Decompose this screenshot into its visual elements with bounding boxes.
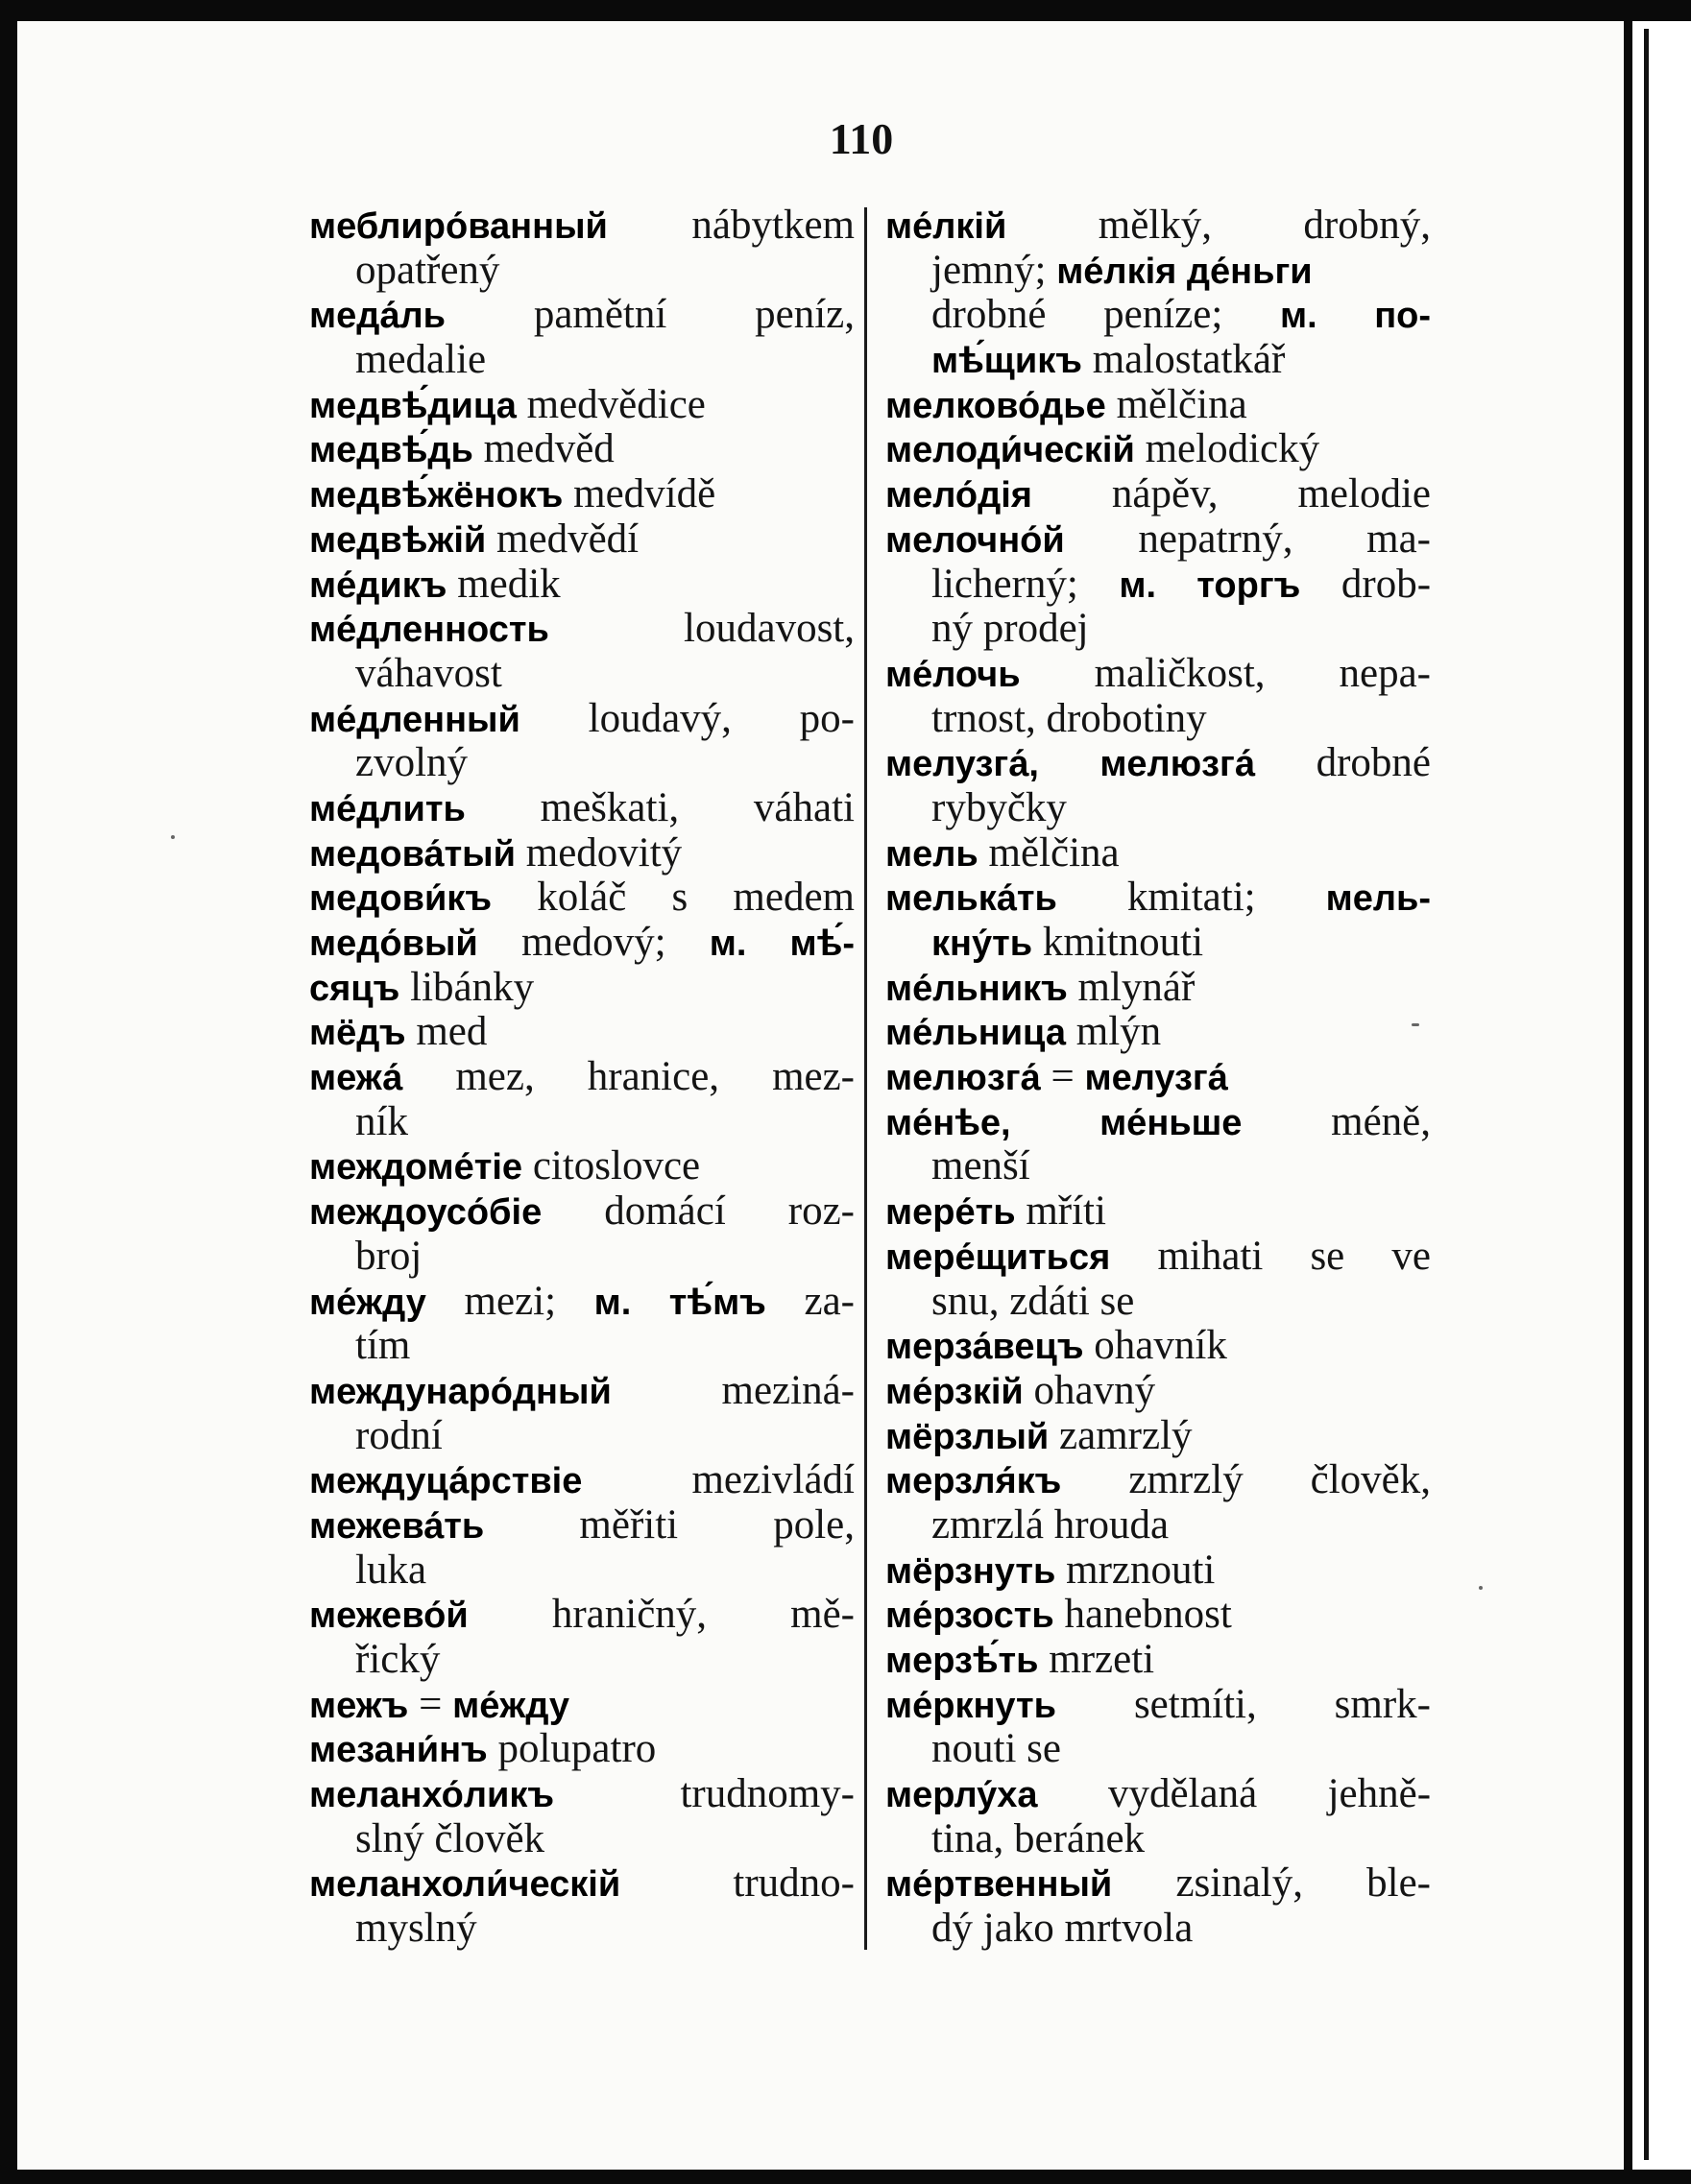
entry-line	[309, 1144, 855, 1189]
entry-continuation-line	[309, 249, 855, 294]
page-edge-shadow	[1644, 29, 1649, 2160]
translation: mihati se ve	[1157, 1234, 1431, 1279]
entry-line	[885, 831, 1431, 876]
entry-line	[309, 563, 855, 608]
entry-line	[309, 697, 855, 742]
entry-continuation-line	[309, 1235, 855, 1280]
translation: mříti	[1026, 1189, 1106, 1235]
translation: tím	[355, 1324, 411, 1369]
entry-line	[309, 293, 855, 338]
translation: loudavost,	[684, 607, 855, 652]
headword: ме́рзкій	[885, 1371, 1024, 1412]
entry-continuation-line	[309, 1100, 855, 1145]
translation: kmitati;	[1126, 876, 1256, 921]
translation: setmíti, smrk-	[1133, 1682, 1431, 1727]
entry-line	[885, 1861, 1431, 1907]
translation: maličkost, nepa-	[1094, 651, 1431, 696]
translation: měřiti pole,	[579, 1502, 855, 1548]
entry-line	[309, 1369, 855, 1414]
entry-line	[309, 786, 855, 831]
translation: rybyčky	[931, 785, 1067, 830]
entry-continuation-line	[309, 741, 855, 786]
headword: мелково́дье	[885, 385, 1106, 426]
translation: trnost, drobotiny	[931, 696, 1207, 741]
headword: медо́вый	[309, 924, 478, 964]
entry-line	[309, 1861, 855, 1907]
headword: м. торгъ	[1119, 564, 1301, 606]
translation: kmitnouti	[1042, 921, 1204, 965]
headword: м. мѣ́-	[709, 924, 855, 964]
entry-continuation-line	[309, 338, 855, 383]
translation: mezi;	[464, 1279, 557, 1324]
entry-line	[309, 1593, 855, 1638]
translation: opatřený	[355, 248, 500, 293]
translation: polupatro	[497, 1727, 657, 1772]
translation: drobné	[1316, 741, 1431, 786]
entry-line	[885, 383, 1431, 428]
translation: luka	[355, 1548, 427, 1593]
translation: vydělaná jehně-	[1107, 1772, 1431, 1817]
entry-continuation-line	[885, 921, 1431, 966]
headword: ме́жду	[452, 1685, 570, 1726]
entry-line	[885, 1683, 1431, 1728]
headword: ме́дикъ	[309, 564, 447, 606]
translation: trudnomy-	[680, 1772, 855, 1817]
headword: мѣ́щикъ	[931, 341, 1082, 382]
entry-continuation-line	[309, 1324, 855, 1369]
entry-line	[309, 1010, 855, 1055]
entry-line	[309, 1458, 855, 1503]
headword: мелька́ть	[885, 878, 1057, 920]
entry-line	[885, 1100, 1431, 1145]
entry-continuation-line	[885, 607, 1431, 652]
translation: mělčina	[988, 830, 1120, 876]
translation: malostatkář	[1092, 338, 1286, 383]
translation: medvěd	[483, 427, 615, 472]
headword: ме́льникъ	[885, 968, 1068, 1009]
translation: meškati, váhati	[540, 785, 855, 830]
translation: nápěv, melodie	[1111, 472, 1431, 517]
entry-line	[309, 204, 855, 249]
translation: meziná-	[721, 1368, 855, 1413]
translation: medovitý	[525, 830, 683, 876]
headword: ме́рзость	[885, 1596, 1054, 1637]
headword: мелузга́, мелюзга́	[885, 744, 1256, 785]
headword: ме́льница	[885, 1013, 1067, 1054]
entry-line	[309, 607, 855, 652]
entry-line	[309, 517, 855, 563]
translation: drobné peníze;	[931, 293, 1223, 338]
entry-line	[309, 831, 855, 876]
headword: ме́нѣе, ме́ньше	[885, 1102, 1243, 1143]
headword: междоусо́біе	[309, 1192, 543, 1234]
headword: мель-	[1325, 878, 1431, 920]
entry-continuation-line	[885, 1144, 1431, 1189]
headword: межъ	[309, 1685, 409, 1726]
entry-continuation-line	[885, 1817, 1431, 1862]
translation: mělčina	[1116, 382, 1247, 427]
right-column	[885, 204, 1431, 1952]
headword: мёдъ	[309, 1013, 406, 1054]
entry-line	[309, 1055, 855, 1100]
headword: межева́ть	[309, 1505, 485, 1547]
print-speck	[1479, 1586, 1483, 1590]
headword: мелюзга́	[885, 1058, 1041, 1099]
headword: кну́ть	[931, 924, 1033, 964]
entry-continuation-line	[885, 1727, 1431, 1772]
headword: ме́ркнуть	[885, 1685, 1056, 1726]
headword: меланхо́ликъ	[309, 1775, 555, 1816]
translation: libánky	[410, 965, 535, 1010]
entry-line	[309, 966, 855, 1011]
translation: koláč s medem	[537, 876, 855, 921]
headword: межево́й	[309, 1596, 469, 1637]
entry-line	[309, 1503, 855, 1548]
translation: medik	[457, 562, 561, 607]
translation: ník	[355, 1099, 408, 1144]
headword: междоме́тіе	[309, 1147, 523, 1188]
entry-line	[309, 1683, 855, 1728]
headword: мерлу́ха	[885, 1775, 1038, 1816]
entry-line	[885, 1324, 1431, 1369]
headword: мелоди́ческій	[885, 430, 1135, 471]
entry-line	[885, 652, 1431, 697]
entry-line	[309, 427, 855, 472]
entry-continuation-line	[309, 1638, 855, 1683]
entry-line	[885, 517, 1431, 563]
headword: ме́длить	[309, 788, 466, 829]
entry-line	[885, 204, 1431, 249]
headword: мёрзнуть	[885, 1550, 1056, 1592]
translation: =	[1051, 1055, 1075, 1100]
headword: мерзля́къ	[885, 1461, 1062, 1502]
entry-line	[885, 1548, 1431, 1594]
entry-continuation-line	[885, 1907, 1431, 1952]
headword: мере́щиться	[885, 1236, 1111, 1278]
entry-line	[885, 1235, 1431, 1280]
translation: za-	[804, 1279, 855, 1324]
entry-line	[885, 1189, 1431, 1235]
entry-continuation-line	[309, 1548, 855, 1594]
translation: medvídě	[573, 472, 716, 517]
translation: mrzeti	[1049, 1638, 1155, 1682]
entry-continuation-line	[885, 249, 1431, 294]
translation: jemný;	[931, 248, 1047, 293]
headword: меланхоли́ческій	[309, 1864, 621, 1906]
headword: мель	[885, 833, 978, 875]
entry-continuation-line	[309, 652, 855, 697]
translation: zmrzlá hrouda	[931, 1502, 1170, 1548]
print-speck	[1412, 1023, 1419, 1026]
translation: méně,	[1331, 1099, 1431, 1144]
translation: ný prodej	[931, 607, 1089, 652]
headword: межа́	[309, 1058, 403, 1099]
headword: ме́лкія де́ньги	[1056, 251, 1313, 292]
translation: myslný	[355, 1907, 477, 1952]
translation: mezivládí	[691, 1458, 855, 1503]
entry-line	[885, 1458, 1431, 1503]
entry-continuation-line	[885, 1280, 1431, 1325]
translation: mrznouti	[1066, 1548, 1216, 1593]
headword: медвѣжій	[309, 519, 487, 561]
translation: snu, zdáti se	[931, 1279, 1135, 1324]
entry-line	[885, 1010, 1431, 1055]
headword: м. тѣ́мъ	[593, 1282, 766, 1323]
translation: váhavost	[355, 651, 502, 696]
entry-continuation-line	[885, 697, 1431, 742]
headword: междунаро́дный	[309, 1371, 612, 1412]
headword: ме́дленность	[309, 610, 549, 651]
translation: ohavný	[1033, 1368, 1156, 1413]
headword: мезани́нъ	[309, 1730, 488, 1771]
translation: nepatrný, ma-	[1138, 516, 1431, 562]
translation: licherný;	[931, 562, 1078, 607]
translation: med	[416, 1010, 488, 1055]
headword: медова́тый	[309, 833, 516, 875]
left-column	[309, 204, 855, 1952]
translation: pamětní peníz,	[533, 293, 855, 338]
entry-continuation-line	[885, 786, 1431, 831]
translation: nábytkem	[691, 204, 855, 248]
headword: медвѣ́дица	[309, 385, 517, 426]
headword: мело́дія	[885, 475, 1032, 516]
translation: řický	[355, 1638, 441, 1682]
headword: мелочно́й	[885, 519, 1065, 561]
translation: loudavý, po-	[588, 696, 855, 741]
column-divider	[864, 207, 867, 1950]
headword: меда́ль	[309, 296, 446, 337]
translation: medvědice	[526, 382, 706, 427]
headword: медвѣ́дь	[309, 430, 473, 471]
headword: мёрзлый	[885, 1416, 1050, 1457]
headword: ме́дленный	[309, 699, 520, 740]
translation: medový;	[521, 921, 666, 965]
headword: меблиро́ванный	[309, 206, 608, 247]
translation: zmrzlý člověk,	[1128, 1458, 1431, 1503]
entry-line	[309, 1280, 855, 1325]
entry-continuation-line	[309, 1907, 855, 1952]
page-number: 110	[829, 114, 894, 163]
headword: ме́лочь	[885, 654, 1021, 695]
entry-line	[309, 472, 855, 517]
entry-line	[309, 1727, 855, 1772]
headword: ме́жду	[309, 1282, 426, 1323]
entry-line	[885, 966, 1431, 1011]
translation: nouti se	[931, 1727, 1061, 1772]
translation: medvědí	[496, 516, 640, 562]
headword: мере́ть	[885, 1192, 1016, 1234]
entry-line	[309, 921, 855, 966]
entry-continuation-line	[309, 1414, 855, 1459]
entry-continuation-line	[885, 563, 1431, 608]
entry-line	[885, 1369, 1431, 1414]
headword: медови́къ	[309, 878, 493, 920]
entry-line	[309, 1772, 855, 1817]
entry-continuation-line	[885, 293, 1431, 338]
headword: мерзѣ́ть	[885, 1641, 1039, 1681]
headword: сяцъ	[309, 968, 400, 1009]
headword: медвѣ́жёнокъ	[309, 475, 564, 516]
translation: zvolný	[355, 741, 469, 786]
headword: мерза́вецъ	[885, 1327, 1084, 1368]
translation: ohavník	[1094, 1324, 1227, 1369]
translation: mělký, drobný,	[1098, 204, 1431, 248]
entry-line	[885, 1055, 1431, 1100]
entry-line	[309, 876, 855, 921]
headword: междуца́рствіе	[309, 1461, 583, 1502]
entry-line	[885, 472, 1431, 517]
entry-line	[885, 1772, 1431, 1817]
entry-line	[885, 876, 1431, 921]
entry-continuation-line	[309, 1817, 855, 1862]
translation: domácí roz-	[604, 1189, 855, 1235]
headword: м. по-	[1280, 296, 1431, 337]
entry-continuation-line	[885, 1503, 1431, 1548]
entry-line	[885, 1593, 1431, 1638]
entry-line	[885, 1638, 1431, 1683]
entry-line	[309, 383, 855, 428]
translation: drob-	[1341, 562, 1431, 607]
translation: zamrzlý	[1059, 1413, 1193, 1458]
translation: trudno-	[733, 1861, 855, 1907]
translation: broj	[355, 1234, 423, 1279]
translation: dý jako mrtvola	[931, 1907, 1194, 1952]
adjacent-page-edge	[1632, 21, 1691, 2170]
print-speck	[171, 835, 175, 839]
headword: мелузга́	[1084, 1058, 1228, 1099]
translation: mlýn	[1075, 1010, 1162, 1055]
translation: melodický	[1145, 427, 1320, 472]
entry-line	[885, 427, 1431, 472]
entry-line	[885, 1414, 1431, 1459]
translation: rodní	[355, 1413, 443, 1458]
translation: hanebnost	[1064, 1593, 1232, 1638]
headword: ме́лкій	[885, 206, 1007, 247]
entry-line	[309, 1189, 855, 1235]
translation: mez, hranice, mez-	[455, 1055, 855, 1100]
entry-continuation-line	[885, 338, 1431, 383]
translation: citoslovce	[532, 1144, 701, 1189]
translation: slný člověk	[355, 1816, 545, 1861]
translation: medalie	[355, 338, 487, 383]
translation: zsinalý, ble-	[1175, 1861, 1431, 1907]
translation: hraničný, mě-	[551, 1593, 855, 1638]
translation: =	[419, 1682, 443, 1727]
translation: tina, beránek	[931, 1816, 1146, 1861]
translation: menší	[931, 1144, 1030, 1189]
headword: ме́ртвенный	[885, 1864, 1113, 1906]
translation: mlynář	[1077, 965, 1196, 1010]
entry-line	[885, 741, 1431, 786]
